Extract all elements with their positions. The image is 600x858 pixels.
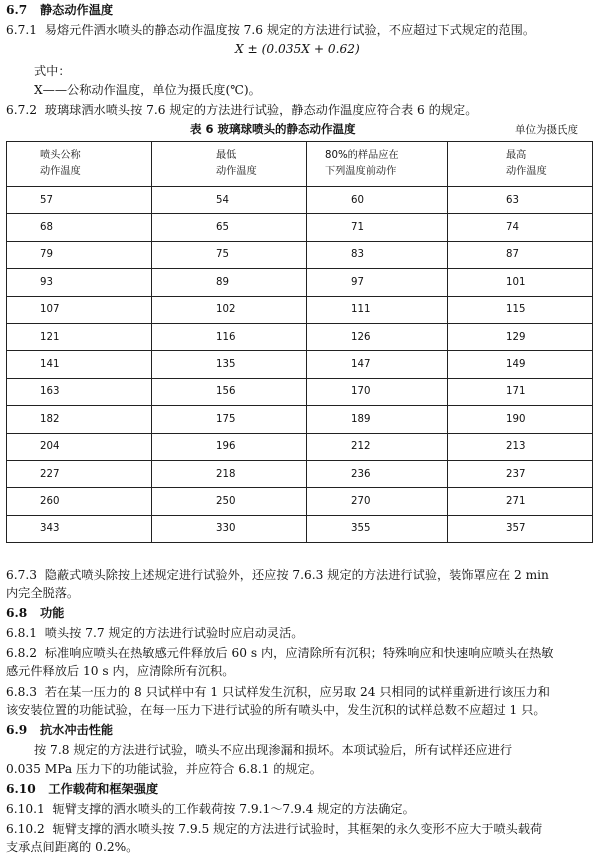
cell-nominal-temp: 260 — [7, 488, 152, 515]
section-title: 抗水冲击性能 — [39, 723, 114, 737]
cell-80pct-temp: 126 — [307, 323, 448, 350]
where-label: 式中： — [34, 64, 71, 78]
table-row — [7, 460, 593, 487]
table-unit-note: 单位为摄氏度 — [515, 124, 578, 136]
table-row — [7, 323, 593, 350]
cell-80pct-temp: 355 — [307, 515, 448, 542]
clause-text: 若在某一压力的 8 只试样中有 1 只试样发生沉积，应另取 24 只相同的试样重新进行该压力和 — [44, 685, 550, 699]
cell-nominal-temp: 343 — [7, 515, 152, 542]
cell-80pct-temp: 170 — [307, 378, 448, 405]
cell-max-temp: 149 — [448, 351, 593, 378]
table-row — [7, 488, 593, 515]
cell-max-temp: 74 — [448, 214, 593, 241]
cell-max-temp: 271 — [448, 488, 593, 515]
cell-80pct-temp: 147 — [307, 351, 448, 378]
clause-6-8-2-cont: 感元件释放后 10 s 内，应清除所有沉积。 — [6, 664, 235, 678]
cell-max-temp: 213 — [448, 433, 593, 460]
where-definition: X——公称动作温度，单位为摄氏度(℃)。 — [34, 83, 261, 97]
header-nominal-temp: 喷头公称 动作温度 — [7, 142, 152, 187]
clause-text: 隐蔽式喷头除按上述规定进行试验外，还应按 7.6.3 规定的方法进行试验，装饰罩应在 2 min — [44, 568, 549, 582]
cell-min-temp: 89 — [152, 269, 307, 296]
clause-6-8-3 — [6, 684, 550, 700]
clause-6-7-3 — [6, 567, 549, 583]
table-caption: 表 6 玻璃球喷头的静态动作温度 — [190, 122, 356, 136]
clause-6-10-2-cont: 支承点间距离的 0.2%。 — [6, 840, 139, 854]
clause-6-8-1 — [6, 625, 303, 641]
cell-max-temp: 101 — [448, 269, 593, 296]
cell-nominal-temp: 57 — [7, 187, 152, 214]
section-6-9-para: 按 7.8 规定的方法进行试验，喷头不应出现渗漏和损坏。本项试验后，所有试样还应进行 — [34, 743, 513, 757]
section-number: 6.10 — [6, 782, 36, 796]
cell-min-temp: 196 — [152, 433, 307, 460]
clause-6-7-1 — [6, 22, 535, 38]
cell-80pct-temp: 212 — [307, 433, 448, 460]
header-min-temp: 最低 动作温度 — [152, 142, 307, 187]
header-80pct-temp: 80%的样品应在 下列温度前动作 — [307, 142, 448, 187]
section-title: 功能 — [39, 606, 65, 620]
table-row — [7, 351, 593, 378]
cell-min-temp: 135 — [152, 351, 307, 378]
cell-nominal-temp: 204 — [7, 433, 152, 460]
clause-number: 6.7.2 — [6, 103, 38, 117]
cell-80pct-temp: 236 — [307, 460, 448, 487]
clause-text: 轭臂支撑的洒水喷头按 7.9.5 规定的方法进行试验时，其框架的永久变形不应大于喷头载荷 — [52, 822, 543, 836]
table-row — [7, 433, 593, 460]
cell-nominal-temp: 121 — [7, 323, 152, 350]
clause-text: 标准响应喷头在热敏感元件释放后 60 s 内，应清除所有沉积；特殊响应和快速响应喷头在热敏 — [44, 646, 554, 660]
table-row — [7, 269, 593, 296]
clause-6-8-3-cont: 该安装位置的功能试验，在每一压力下进行试验的所有喷头中，发生沉积的试样总数不应超过 1 只。 — [6, 703, 546, 717]
clause-6-7-2 — [6, 102, 477, 118]
section-6-10-heading — [6, 781, 158, 797]
cell-max-temp: 237 — [448, 460, 593, 487]
section-number: 6.7 — [6, 3, 28, 17]
clause-number: 6.7.1 — [6, 23, 38, 37]
table-6 — [6, 141, 593, 543]
cell-min-temp: 175 — [152, 406, 307, 433]
cell-min-temp: 218 — [152, 460, 307, 487]
section-number: 6.8 — [6, 606, 28, 620]
section-6-7-heading — [6, 2, 113, 18]
cell-nominal-temp: 93 — [7, 269, 152, 296]
clause-number: 6.8.3 — [6, 685, 38, 699]
cell-80pct-temp: 97 — [307, 269, 448, 296]
cell-max-temp: 129 — [448, 323, 593, 350]
section-6-8-heading — [6, 605, 64, 621]
section-number: 6.9 — [6, 723, 28, 737]
clause-6-8-2 — [6, 645, 553, 661]
cell-nominal-temp: 163 — [7, 378, 152, 405]
cell-min-temp: 250 — [152, 488, 307, 515]
cell-80pct-temp: 270 — [307, 488, 448, 515]
clause-6-7-3-cont: 内完全脱落。 — [6, 586, 80, 600]
clause-number: 6.8.1 — [6, 626, 38, 640]
header-max-temp: 最高 动作温度 — [448, 142, 593, 187]
clause-number: 6.10.2 — [6, 822, 45, 836]
table-row — [7, 187, 593, 214]
clause-6-10-1 — [6, 801, 415, 817]
formula: X ± (0.035X + 0.62) — [235, 42, 360, 56]
cell-nominal-temp: 227 — [7, 460, 152, 487]
cell-80pct-temp: 71 — [307, 214, 448, 241]
section-title: 工作载荷和框架强度 — [48, 782, 159, 796]
clause-text: 喷头按 7.7 规定的方法进行试验时应启动灵活。 — [44, 626, 304, 640]
table-row — [7, 214, 593, 241]
table-row — [7, 406, 593, 433]
cell-min-temp: 102 — [152, 296, 307, 323]
cell-max-temp: 171 — [448, 378, 593, 405]
cell-min-temp: 75 — [152, 241, 307, 268]
cell-80pct-temp: 60 — [307, 187, 448, 214]
cell-80pct-temp: 83 — [307, 241, 448, 268]
cell-nominal-temp: 107 — [7, 296, 152, 323]
table-row — [7, 378, 593, 405]
cell-max-temp: 357 — [448, 515, 593, 542]
cell-max-temp: 63 — [448, 187, 593, 214]
cell-min-temp: 116 — [152, 323, 307, 350]
cell-min-temp: 54 — [152, 187, 307, 214]
clause-number: 6.8.2 — [6, 646, 38, 660]
cell-nominal-temp: 79 — [7, 241, 152, 268]
section-6-9-para-cont: 0.035 MPa 压力下的功能试验，并应符合 6.8.1 的规定。 — [6, 762, 322, 776]
cell-max-temp: 87 — [448, 241, 593, 268]
table-row — [7, 241, 593, 268]
cell-80pct-temp: 189 — [307, 406, 448, 433]
cell-max-temp: 190 — [448, 406, 593, 433]
clause-number: 6.10.1 — [6, 802, 45, 816]
table-row — [7, 296, 593, 323]
cell-nominal-temp: 68 — [7, 214, 152, 241]
clause-text: 轭臂支撑的洒水喷头的工作载荷按 7.9.1～7.9.4 规定的方法确定。 — [52, 802, 415, 816]
clause-6-10-2 — [6, 821, 542, 837]
cell-min-temp: 156 — [152, 378, 307, 405]
section-6-9-heading — [6, 722, 113, 738]
clause-text: 易熔元件洒水喷头的静态动作温度按 7.6 规定的方法进行试验，不应超过下式规定的范围。 — [44, 23, 536, 37]
cell-max-temp: 115 — [448, 296, 593, 323]
cell-min-temp: 65 — [152, 214, 307, 241]
cell-min-temp: 330 — [152, 515, 307, 542]
table-row — [7, 515, 593, 542]
cell-nominal-temp: 182 — [7, 406, 152, 433]
cell-80pct-temp: 111 — [307, 296, 448, 323]
clause-number: 6.7.3 — [6, 568, 38, 582]
clause-text: 玻璃球洒水喷头按 7.6 规定的方法进行试验，静态动作温度应符合表 6 的规定。 — [44, 103, 478, 117]
cell-nominal-temp: 141 — [7, 351, 152, 378]
table-header-row — [7, 142, 593, 187]
section-title: 静态动作温度 — [39, 3, 114, 17]
